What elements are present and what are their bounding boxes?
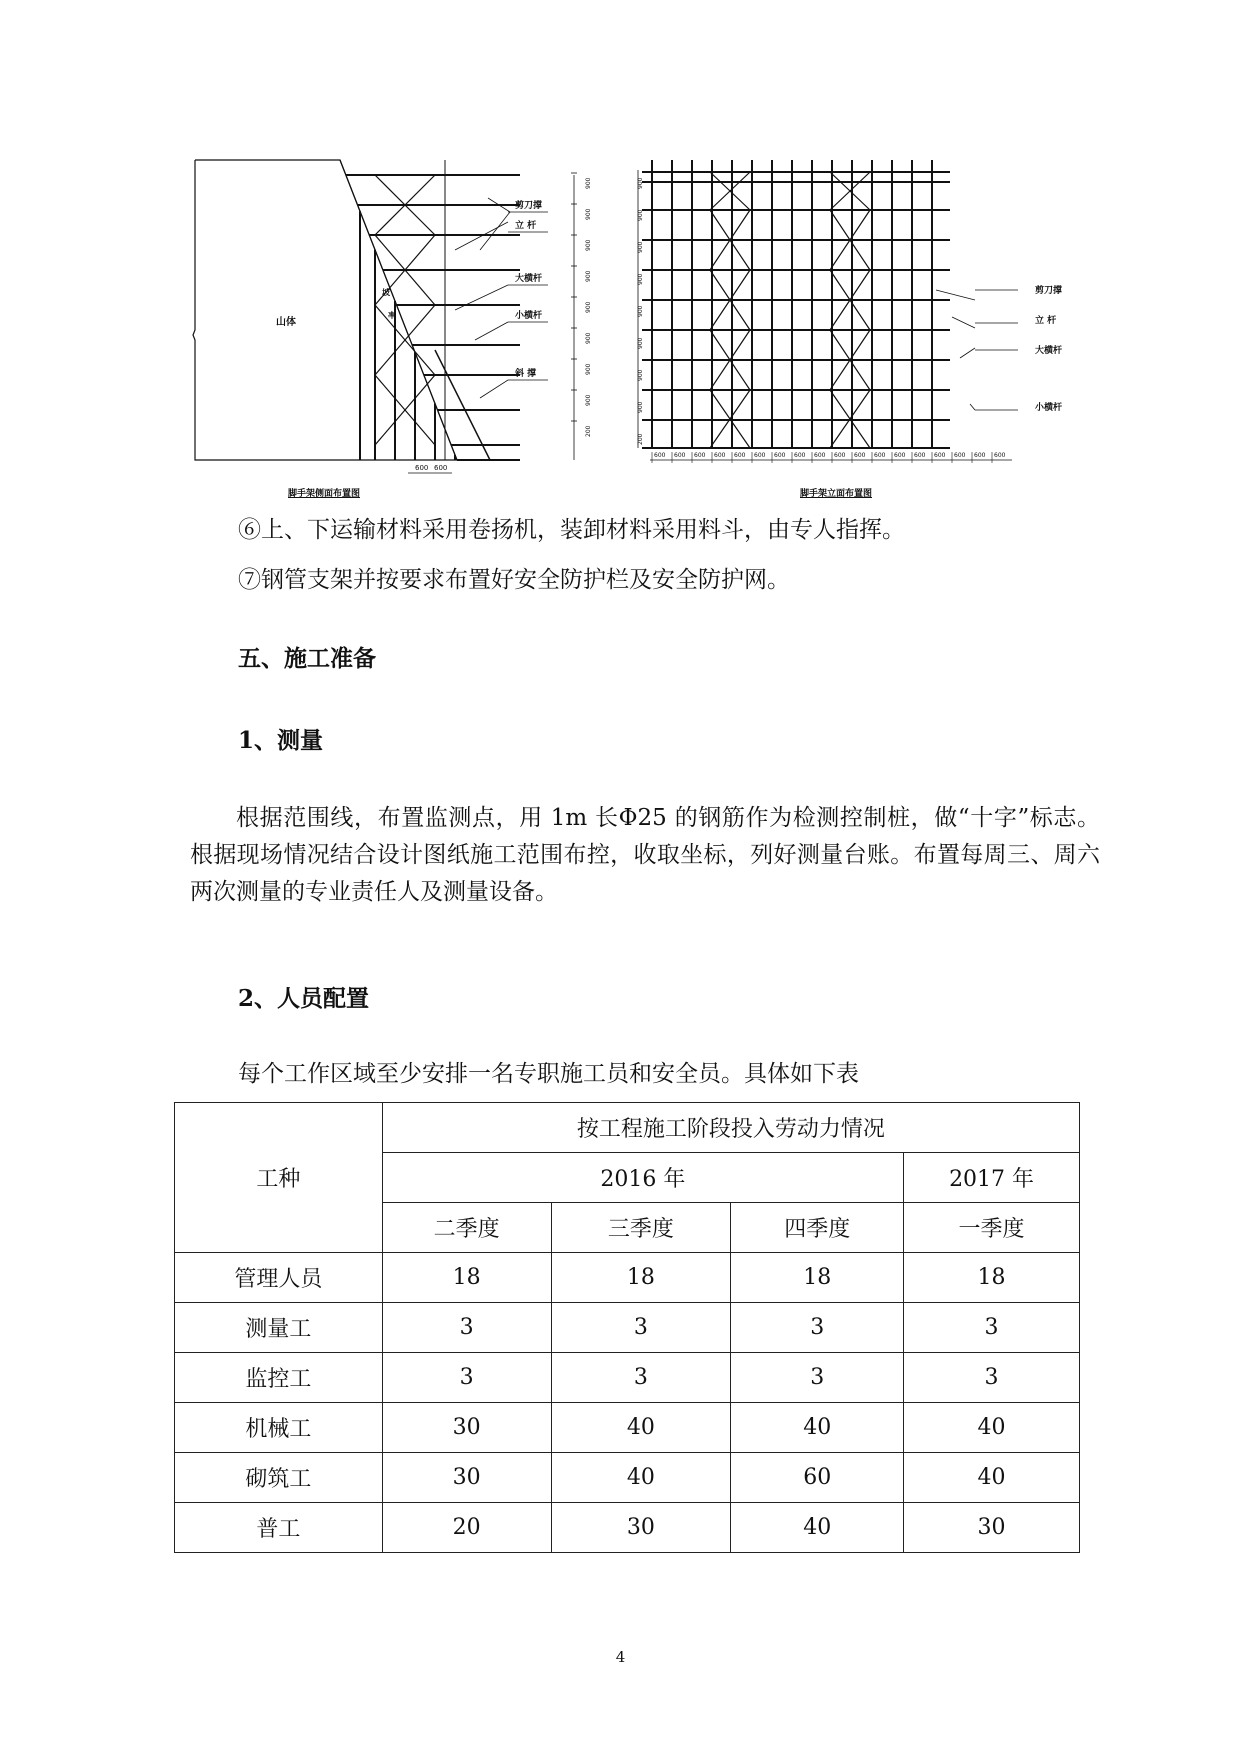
scaffold-elevation-layout-diagram: [630, 160, 1090, 480]
quarter-header: 一季度: [904, 1203, 1080, 1253]
height-dim-label: 900: [585, 177, 592, 189]
right-figure-caption: 脚手架立面布置图: [800, 489, 873, 499]
value-cell: 18: [382, 1253, 551, 1303]
paragraph-item-6: ⑥上、下运输材料采用卷扬机，装卸材料采用料斗，由专人指挥。: [238, 517, 905, 543]
value-cell: 40: [551, 1403, 731, 1453]
paragraph-item-7: ⑦钢管支架并按要求布置好安全防护栏及安全防护网。: [238, 567, 790, 593]
page-number: 4: [615, 1648, 626, 1666]
height-dim-label: 900: [637, 369, 644, 381]
width-dim-label: 600: [954, 452, 966, 459]
value-cell: 3: [551, 1353, 731, 1403]
height-dim-label: 900: [637, 305, 644, 317]
width-dim-1: 600: [415, 464, 429, 472]
callout-upright-pole-r: 立 杆: [1035, 316, 1057, 326]
labor-table: [174, 1102, 1080, 1553]
trade-cell: 普工: [175, 1503, 383, 1553]
scaffold-diagonal-strut: [435, 350, 490, 460]
year-header-2017: 2017 年: [904, 1153, 1080, 1203]
scaffold-side-layout-diagram: [190, 150, 590, 500]
width-dim-label: 600: [894, 452, 906, 459]
table-row: [175, 1353, 1080, 1403]
value-cell: 30: [382, 1453, 551, 1503]
height-dim-label: 900: [585, 332, 592, 344]
height-dim-label: 900: [637, 209, 644, 221]
width-dim-label: 600: [834, 452, 846, 459]
width-dim-label: 600: [994, 452, 1006, 459]
table-row: [175, 1303, 1080, 1353]
value-cell: 60: [731, 1453, 904, 1503]
table-row: [175, 1453, 1080, 1503]
height-dim-label: 900: [637, 177, 644, 189]
value-cell: 3: [731, 1353, 904, 1403]
width-dim-label: 600: [774, 452, 786, 459]
width-dim-label: 600: [874, 452, 886, 459]
height-dim-label: 200: [637, 433, 644, 445]
section-heading-construction-prep: 五、施工准备: [238, 645, 376, 672]
value-cell: 3: [731, 1303, 904, 1353]
col-header-trade: 工种: [175, 1103, 383, 1253]
trade-cell: 机械工: [175, 1403, 383, 1453]
slope-label-1: 坡: [382, 288, 390, 297]
callout-diagonal-brace: 斜 撑: [515, 369, 537, 379]
year-header-2016: 2016 年: [382, 1153, 903, 1203]
width-dim-label: 600: [674, 452, 686, 459]
value-cell: 40: [731, 1503, 904, 1553]
table-row: [175, 1253, 1080, 1303]
value-cell: 18: [731, 1253, 904, 1303]
callout-upright-pole: 立 杆: [515, 221, 537, 231]
width-dim-label: 600: [754, 452, 766, 459]
slope-label-2: 率: [388, 311, 396, 320]
height-dim-label: 200: [585, 425, 592, 437]
height-dim-label: 900: [637, 401, 644, 413]
left-figure-caption: 脚手架侧面布置图: [288, 489, 361, 499]
width-dim-label: 600: [734, 452, 746, 459]
table-row: [175, 1403, 1080, 1453]
trade-cell: 管理人员: [175, 1253, 383, 1303]
width-dim-label: 600: [794, 452, 806, 459]
value-cell: 30: [551, 1503, 731, 1553]
table-row: [175, 1503, 1080, 1553]
width-dim-label: 600: [814, 452, 826, 459]
value-cell: 30: [382, 1403, 551, 1453]
height-dim-label: 900: [637, 273, 644, 285]
subheading-survey: 1、测量: [238, 727, 324, 754]
value-cell: 3: [382, 1303, 551, 1353]
quarter-header: 二季度: [382, 1203, 551, 1253]
quarter-header: 四季度: [731, 1203, 904, 1253]
group-header: 按工程施工阶段投入劳动力情况: [382, 1103, 1079, 1153]
width-dim-label: 600: [654, 452, 666, 459]
value-cell: 40: [551, 1453, 731, 1503]
trade-cell: 砌筑工: [175, 1453, 383, 1503]
value-cell: 3: [904, 1303, 1080, 1353]
survey-paragraph: 根据范围线，布置监测点，用 1m 长Φ25 的钢筋作为检测控制桩，做“十字”标志。根据现场情况结合设计图纸施工范围布控，收取坐标，列好测量台账。布置每周三、周六两次测量的专业责任人及测量设备。: [190, 805, 1100, 905]
value-cell: 3: [551, 1303, 731, 1353]
subheading-staffing: 2、人员配置: [238, 985, 370, 1012]
height-dim-label: 900: [585, 208, 592, 220]
width-dim-label: 600: [974, 452, 986, 459]
value-cell: 18: [904, 1253, 1080, 1303]
width-dim-label: 600: [694, 452, 706, 459]
width-dim-label: 600: [714, 452, 726, 459]
callout-transom-r: 小横杆: [1035, 403, 1063, 413]
mountain-label: 山体: [276, 317, 296, 328]
value-cell: 18: [551, 1253, 731, 1303]
width-dim-label: 600: [934, 452, 946, 459]
height-dim-label: 900: [585, 363, 592, 375]
value-cell: 40: [731, 1403, 904, 1453]
callout-transom: 小横杆: [515, 311, 543, 321]
height-dim-label: 900: [585, 270, 592, 282]
callout-main-ledger: 大横杆: [515, 274, 543, 284]
staffing-intro: 每个工作区域至少安排一名专职施工员和安全员。具体如下表: [238, 1061, 859, 1087]
quarter-header: 三季度: [551, 1203, 731, 1253]
callout-main-ledger-r: 大横杆: [1035, 346, 1063, 356]
height-dim-label: 900: [637, 241, 644, 253]
height-dim-label: 900: [637, 337, 644, 349]
width-dim-label: 600: [854, 452, 866, 459]
trade-cell: 监控工: [175, 1353, 383, 1403]
height-dim-label: 900: [585, 301, 592, 313]
width-dim-2: 600: [434, 464, 448, 472]
value-cell: 3: [904, 1353, 1080, 1403]
value-cell: 30: [904, 1503, 1080, 1553]
callout-scissor-brace: 剪刀撑: [515, 201, 543, 211]
trade-cell: 测量工: [175, 1303, 383, 1353]
value-cell: 40: [904, 1403, 1080, 1453]
callout-scissor-brace-r: 剪刀撑: [1035, 286, 1063, 296]
height-dim-label: 900: [585, 394, 592, 406]
value-cell: 40: [904, 1453, 1080, 1503]
height-dim-label: 900: [585, 239, 592, 251]
width-dim-label: 600: [914, 452, 926, 459]
value-cell: 3: [382, 1353, 551, 1403]
value-cell: 20: [382, 1503, 551, 1553]
